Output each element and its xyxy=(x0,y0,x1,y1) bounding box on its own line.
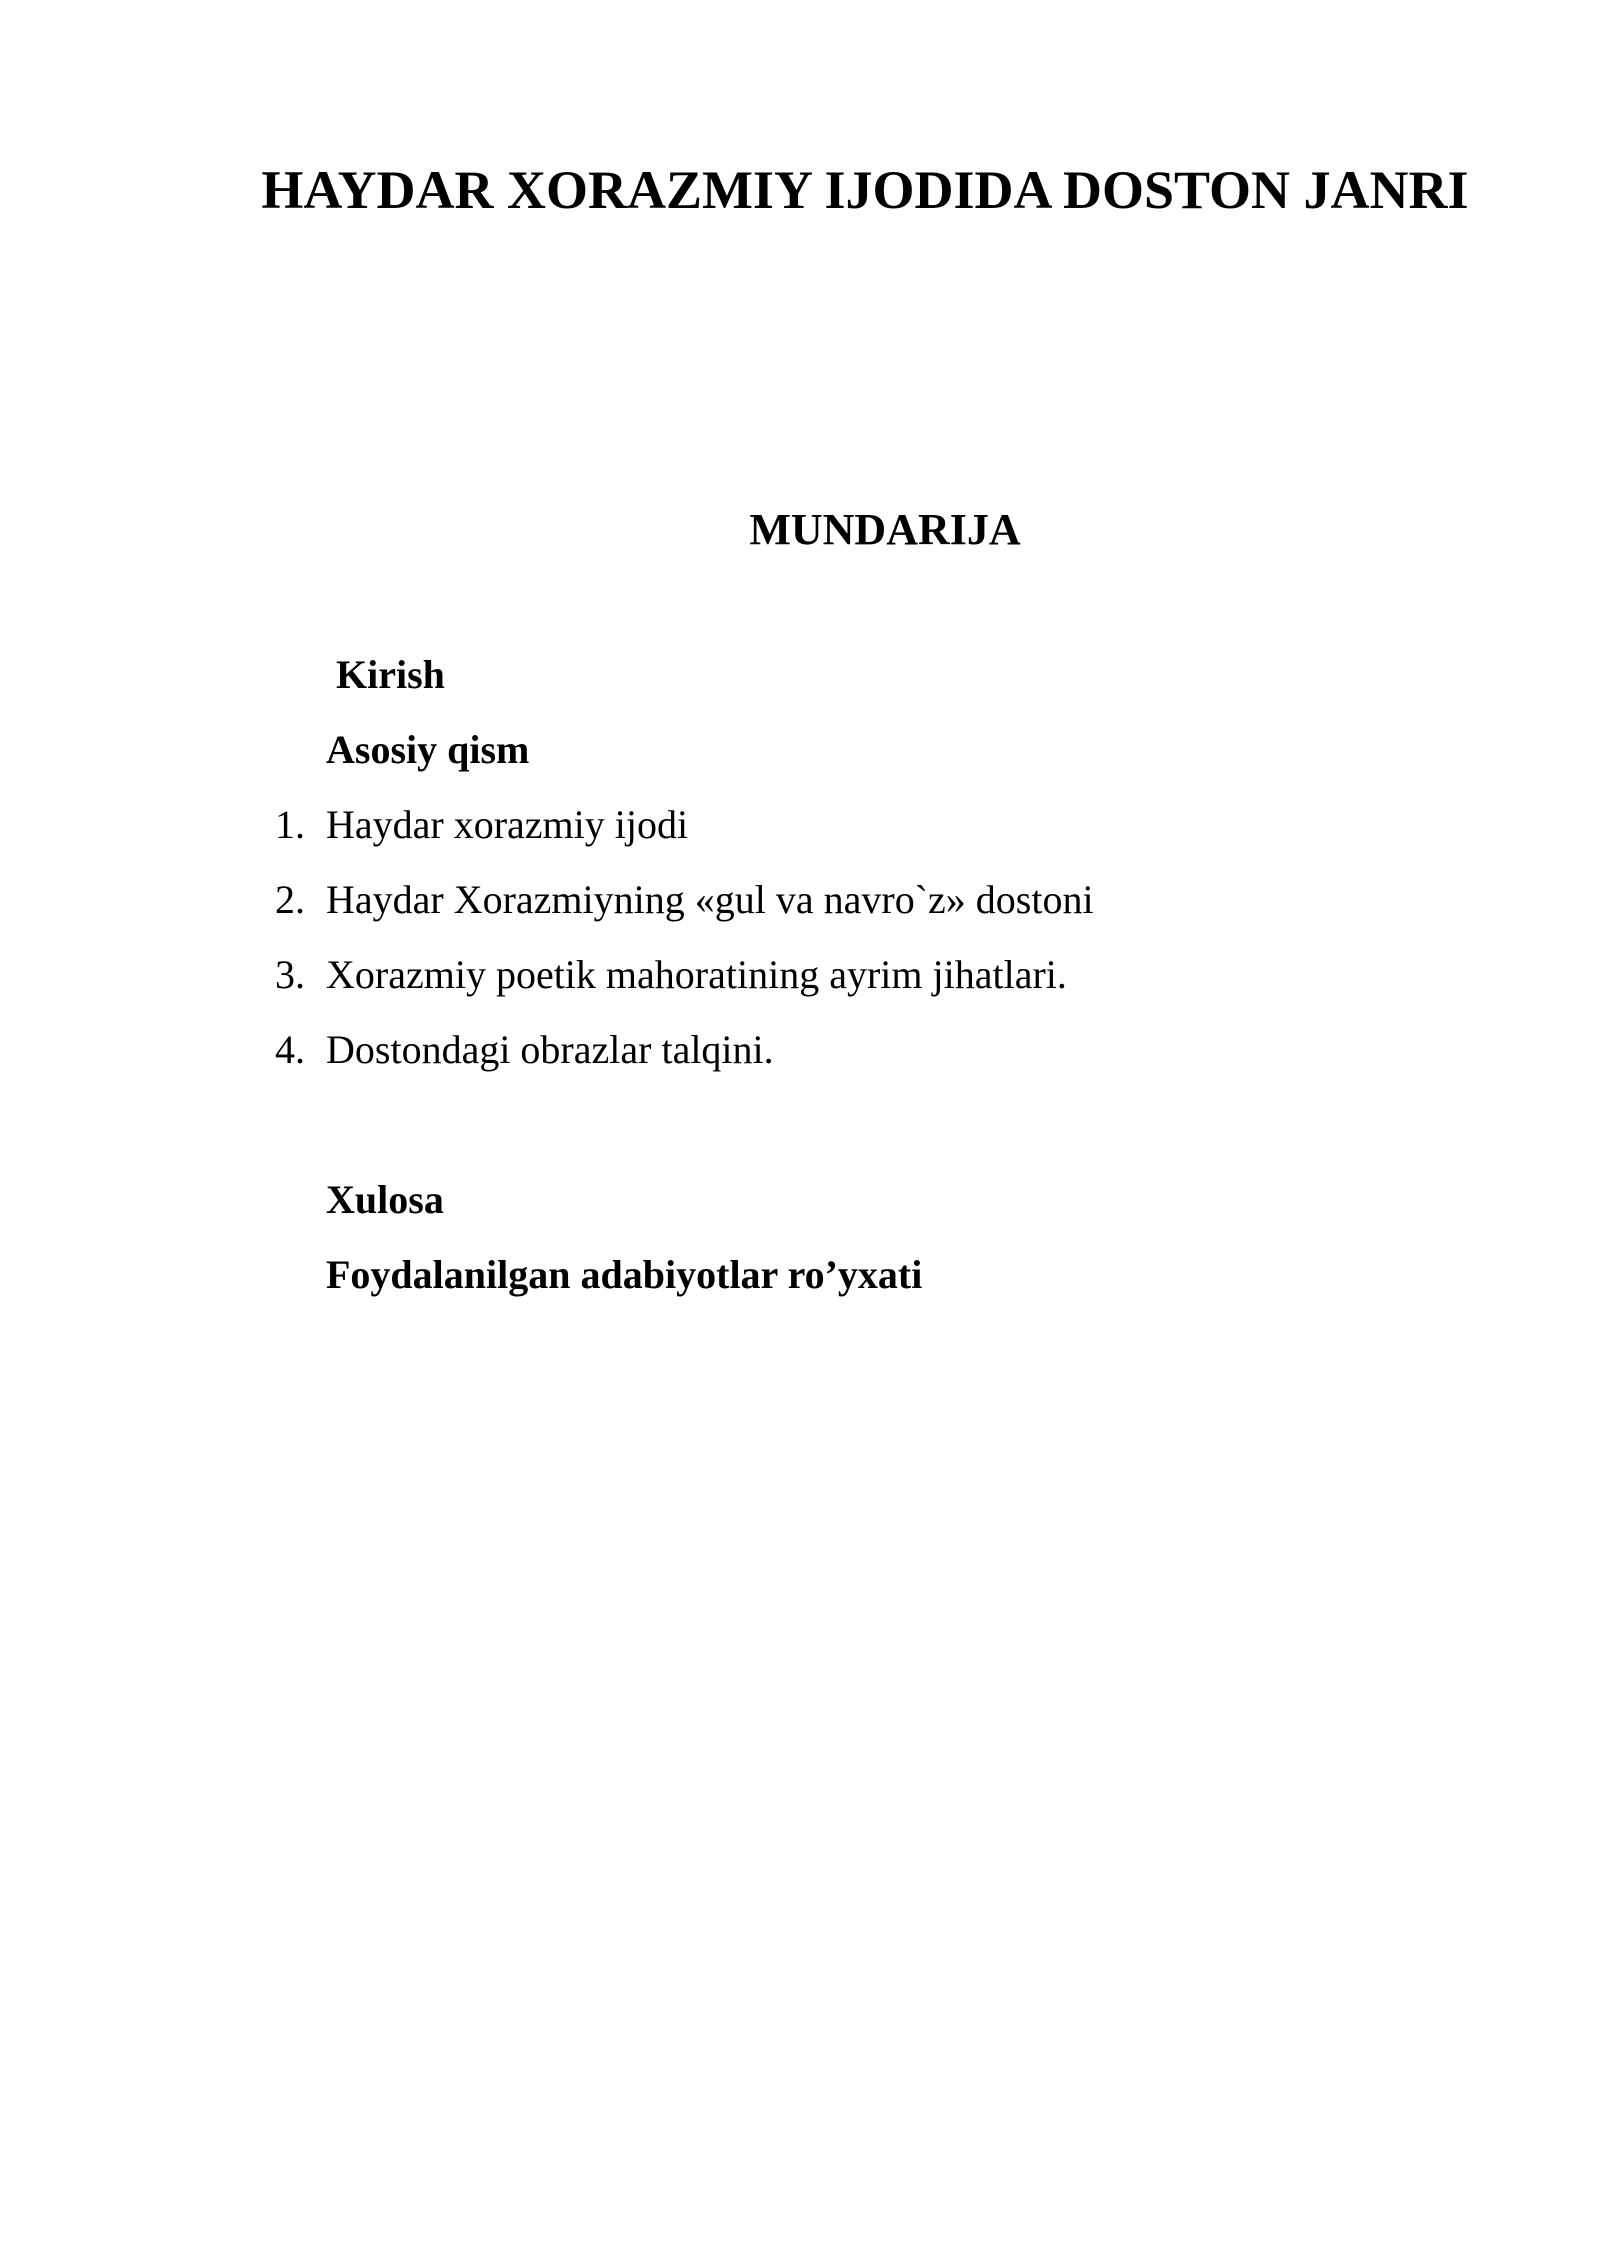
document-title: HAYDAR XORAZMIY IJODIDA DOSTON JANRI xyxy=(261,160,1469,220)
toc-item-conclusion: Xulosa xyxy=(326,1177,444,1222)
chapter-number: 2. xyxy=(275,877,305,922)
chapter-number: 3. xyxy=(275,952,305,997)
chapter-title: Haydar Xorazmiyning «gul va navro`z» dostoni xyxy=(326,877,1094,922)
toc-chapter-item xyxy=(0,870,1600,930)
toc-heading: MUNDARIJA xyxy=(749,505,1021,554)
toc-item-main-part: Asosiy qism xyxy=(326,727,530,772)
chapter-title: Dostondagi obrazlar talqini. xyxy=(326,1027,774,1072)
toc-item-intro: Kirish xyxy=(336,652,445,697)
chapter-number: 4. xyxy=(275,1027,305,1072)
chapter-title: Xorazmiy poetik mahoratining ayrim jihatlari. xyxy=(326,952,1067,997)
toc-chapter-item xyxy=(0,795,1600,855)
chapter-number: 1. xyxy=(275,802,305,847)
toc-chapter-item xyxy=(0,945,1600,1005)
chapter-title: Haydar xorazmiy ijodi xyxy=(326,802,689,847)
toc-item-references: Foydalanilgan adabiyotlar ro’yxati xyxy=(326,1252,923,1297)
toc-chapter-item xyxy=(0,1020,1600,1080)
